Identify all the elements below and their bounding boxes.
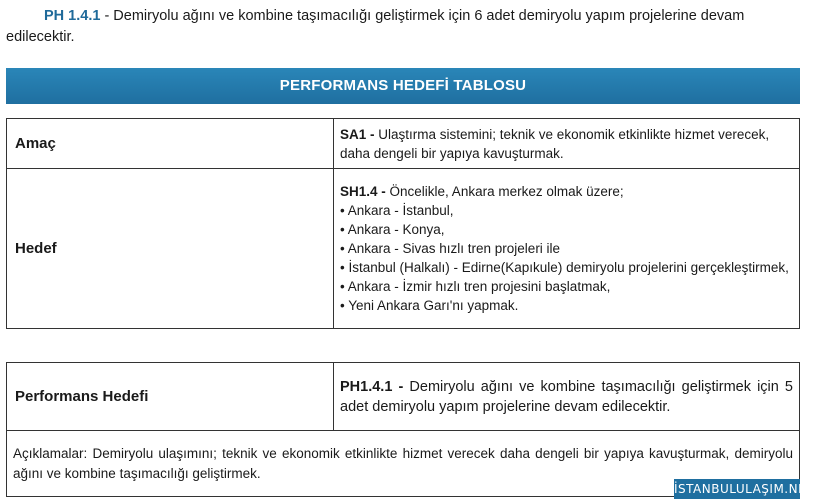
performance-table — [6, 362, 800, 497]
aciklama-text: Demiryolu ulaşımını; teknik ve ekonomik etkinlikte hizmet verecek daha dengeli bir yapıya kavuşturmak, demiryolu ağını ve kombine taşımacılığı geliştirmek. — [13, 445, 793, 481]
performance-text: Demiryolu ağını ve kombine taşımacılığı geliştirmek için 5 adet demiryolu yapım projelerine devam edilecektir. — [340, 378, 793, 415]
watermark-badge: İSTANBULULAŞIM.NET — [674, 479, 800, 499]
intro-code: PH 1.4.1 — [44, 8, 101, 24]
hedef-value — [334, 169, 800, 329]
amac-code: SA1 - — [340, 126, 375, 142]
list-item: • Yeni Ankara Garı'nı yapmak. — [340, 298, 519, 313]
intro-paragraph — [0, 6, 800, 48]
list-item: • Ankara - İstanbul, — [340, 203, 454, 218]
intro-text-1: - Demiryolu ağını ve kombine taşımacılığı geliştirmek için 6 adet demiryolu yapım projelerine devam — [100, 8, 745, 24]
table-row-amac — [7, 119, 800, 169]
performance-label: Performans Hedefi — [7, 363, 334, 431]
intro-line-1 — [0, 6, 800, 27]
performance-code: PH1.4.1 - — [340, 378, 404, 395]
list-item: • Ankara - Konya, — [340, 222, 445, 237]
aciklama-label: Açıklamalar: — [13, 445, 88, 461]
hedef-intro — [340, 182, 793, 201]
list-item: • Ankara - İzmir hızlı tren projesini başlatmak, — [340, 279, 611, 294]
hedef-label: Hedef — [7, 169, 334, 329]
list-item: • Ankara - Sivas hızlı tren projeleri ile — [340, 241, 561, 256]
hedef-text: Öncelikle, Ankara merkez olmak üzere; — [385, 184, 624, 199]
performance-value — [334, 363, 800, 431]
table-row-performance — [7, 363, 800, 431]
hedef-code: SH1.4 - — [340, 184, 386, 199]
intro-line-2: edilecektir. — [6, 29, 75, 45]
amac-value — [334, 119, 800, 169]
amac-text: Ulaştırma sistemini; teknik ve ekonomik etkinlikte hizmet verecek, daha dengeli bir yapıya kavuşturmak. — [340, 126, 770, 161]
amac-label: Amaç — [7, 119, 334, 169]
table-row-hedef — [7, 169, 800, 329]
list-item: • İstanbul (Halkalı) - Edirne(Kapıkule) demiryolu projelerini gerçekleştirmek, — [340, 260, 789, 275]
table-banner: PERFORMANS HEDEFİ TABLOSU — [6, 68, 800, 104]
objective-table — [6, 118, 800, 329]
